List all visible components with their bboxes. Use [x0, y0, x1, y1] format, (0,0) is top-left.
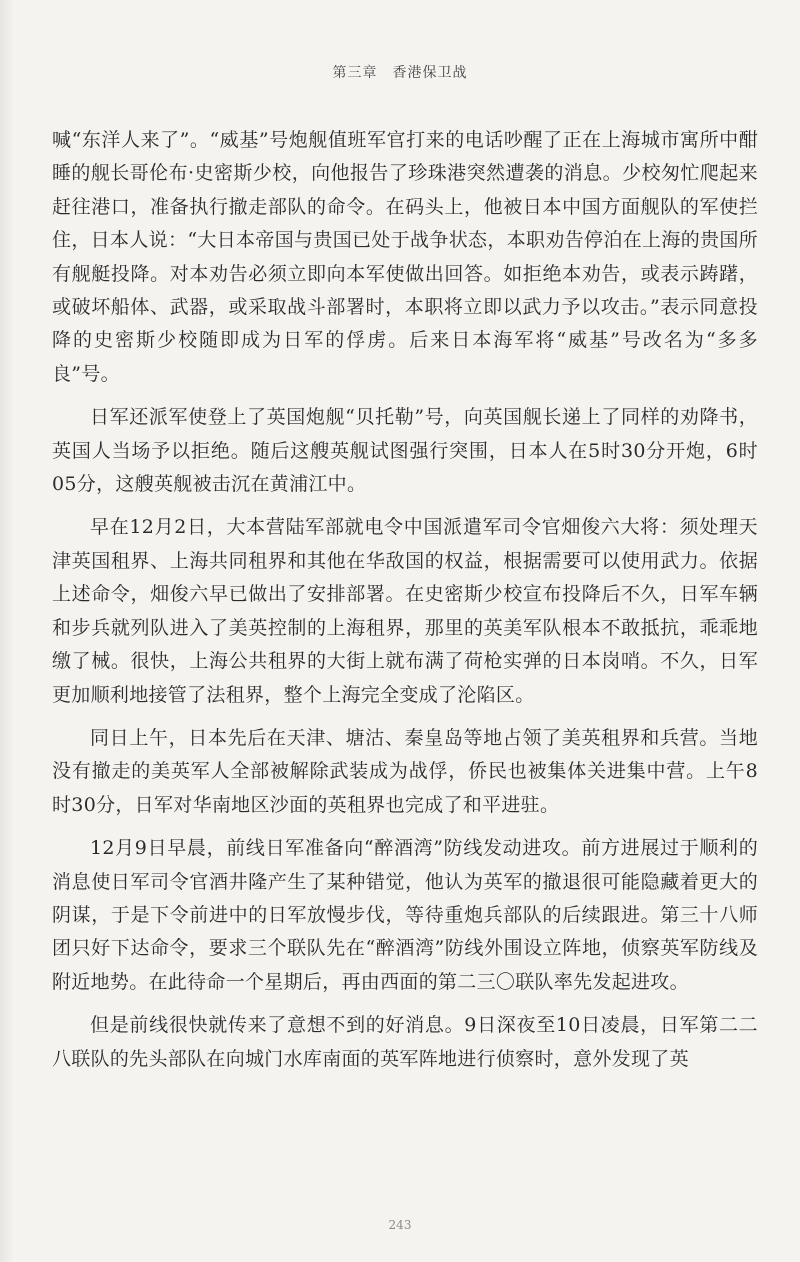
paragraph-6: 但是前线很快就传来了意想不到的好消息。9日深夜至10日凌晨，日军第二二八联队的先头部队在向城门水库南面的英军阵地进行侦察时，意外发现了英: [52, 1014, 758, 1070]
page-number: 243: [388, 1218, 412, 1232]
paragraph-3: 早在12月2日，大本营陆军部就电令中国派遣军司令官畑俊六大将：须处理天津英国租界、上海共同租界和其他在华敌国的权益，根据需要可以使用武力。依据上述命令，畑俊六早已做出了安排部署。在史密斯少校宣布投降后不久，日军车辆和步兵就列队进入了美英控制的上海租界，那里的英美军队根本不敢抵抗，乖乖地缴了械。很快，上海公共租界的大街上就布满了荷枪实弹的日本岗哨。不久，日军更加顺利地接管了法租界，整个上海完全变成了沦陷区。: [52, 516, 758, 706]
paragraph-2: 日军还派军使登上了英国炮舰“贝托勒”号，向英国舰长递上了同样的劝降书，英国人当场予以拒绝。随后这艘英舰试图强行突围，日本人在5时30分开炮，6时05分，这艘英舰被击沉在黄浦江中。: [52, 406, 758, 496]
body-text: [52, 124, 758, 1086]
running-header: 第三章 香港保卫战: [332, 65, 468, 81]
paragraph-1: 喊“东洋人来了”。“威基”号炮舰值班军官打来的电话吵醒了正在上海城市寓所中酣睡的舰长哥伦布·史密斯少校，向他报告了珍珠港突然遭袭的消息。少校匆忙爬起来赶往港口，准备执行撤走部队的命令。在码头上，他被日本中国方面舰队的军使拦住，日本人说：“大日本帝国与贵国已处于战争状态，本职劝告停泊在上海的贵国所有舰艇投降。对本劝告必须立即向本军使做出回答。如拒绝本劝告，或表示踌躇，或破坏船体、武器，或采取战斗部署时，本职将立即以武力予以攻击。”表示同意投降的史密斯少校随即成为日军的俘虏。后来日本海军将“威基”号改名为“多多良”号。: [52, 129, 758, 385]
paragraph-4: 同日上午，日本先后在天津、塘沽、秦皇岛等地占领了美英租界和兵营。当地没有撤走的美英军人全部被解除武装成为战俘，侨民也被集体关进集中营。上午8时30分，日军对华南地区沙面的英租界也完成了和平进驻。: [52, 726, 758, 816]
paragraph-5: 12月9日早晨，前线日军准备向“醉酒湾”防线发动进攻。前方进展过于顺利的消息使日军司令官酒井隆产生了某种错觉，他认为英军的撤退很可能隐藏着更大的阴谋，于是下令前进中的日军放慢步伐，等待重炮兵部队的后续跟进。第三十八师团只好下达命令，要求三个联队先在“醉酒湾”防线外围设立阵地，侦察英军防线及附近地势。在此待命一个星期后，再由西面的第二三〇联队率先发起进攻。: [52, 837, 758, 993]
